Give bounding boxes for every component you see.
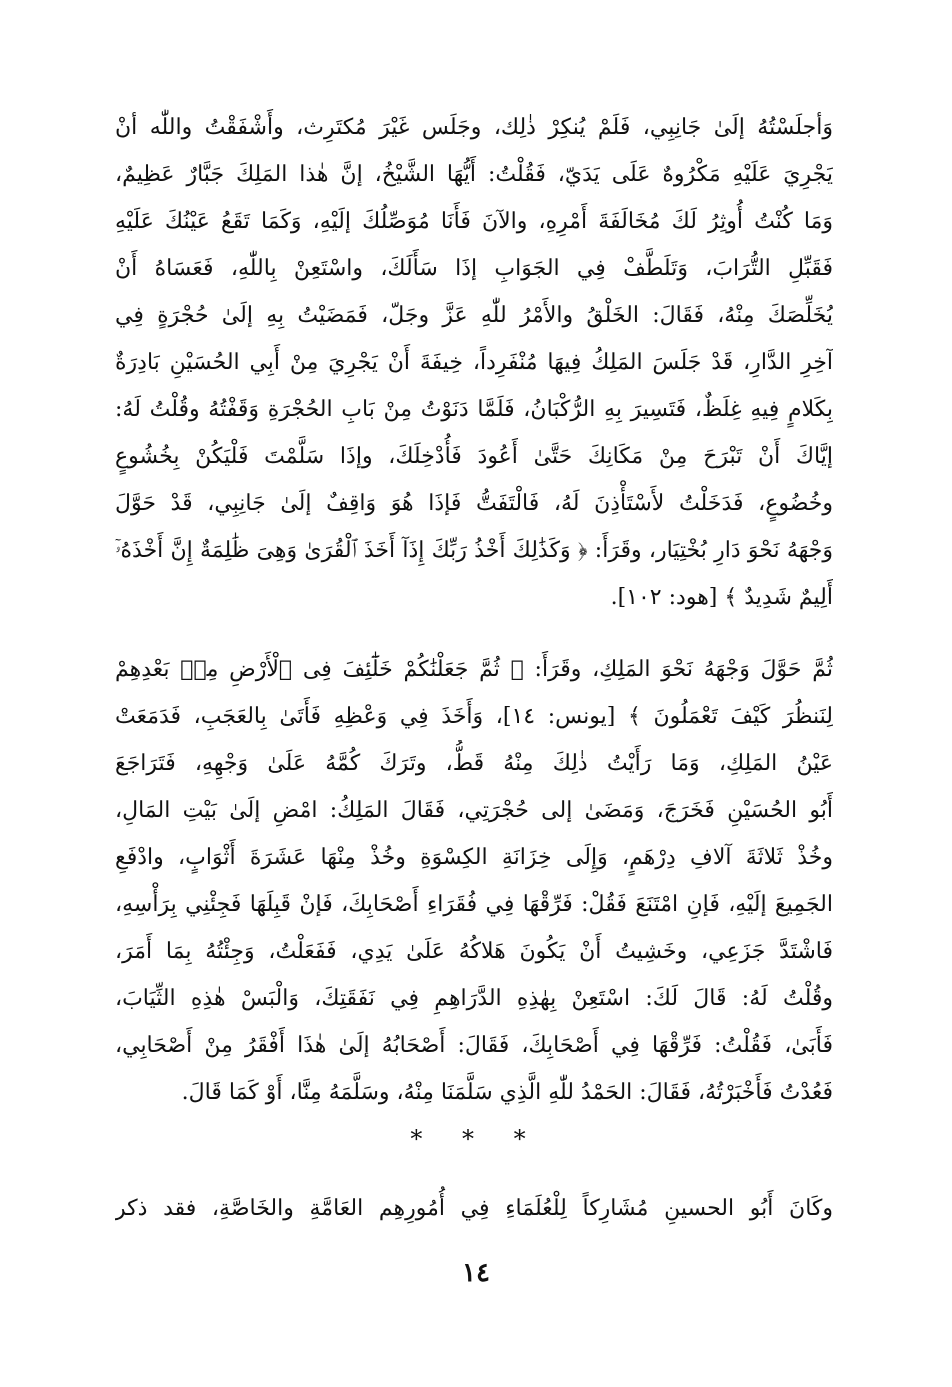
text-line: وقُلْتُ لَهُ: قَالَ لَكَ: اسْتَعِنْ بِهٰذِهِ الدَّرَاهِمِ فِي نَفَقَتِكَ، وَالْبَسْ هٰذِهِ الثِّيَابَ، [115,986,833,1011]
paragraph-1 [115,104,833,621]
text-line: ثُمَّ حَوَّلَ وَجْهَهُ نَحْوَ المَلِكِ، وقَرَأَ: ﴿ ثُمَّ جَعَلْنَٰكُمْ خَلَٰٓئِفَ فِى ٱلْأَرْضِ مِنۢ بَعْدِهِمْ [115,657,833,682]
text-line: آخِرِ الدَّارِ، قَدْ جَلَسَ المَلِكُ فِيهَا مُنْفَرِداً، خِيفَةَ أَنْ يَجْرِيَ مِنْ أَبِي الحُسَيْنِ بَادِرَةٌ [115,350,833,375]
text-line: إيَّاكَ أَنْ تَبْرَحَ مِنْ مَكَانِكَ حَتَّىٰ أَعُودَ فَأُدْخِلَكَ، وإذَا سَلَّمْتَ فَلْيَكُنْ بِخُشُوعٍ [115,444,833,469]
text-line: وخُضُوعٍ، فَدَخَلْتُ لأَسْتَأْذِنَ لَهُ، فَالْتَفَتُّ فَإذَا هُوَ وَاقِفٌ إلَىٰ جَانِبِي، قَدْ حَوَّلَ [115,491,833,516]
text-line: فَعُدْتُ فَأَخْبَرْتُهُ، فَقَالَ: الحَمْدُ للّٰهِ الَّذِي سَلَّمَنَا مِنْهُ، وسَلَّمَهُ مِنَّا، أَوْ كَمَا قَالَ. [181,1080,833,1105]
section-separator: * * * [410,1125,542,1153]
paragraph-2 [115,646,833,1116]
text-line: وَجْهَهُ نَحْوَ دَارِ بُخْتِيَار، وقَرَأَ: ﴿ وَكَذَٰلِكَ أَخْذُ رَبِّكَ إِذَآ أَخَذَ ٱلْقُرَىٰ وَهِىَ ظَٰلِمَةٌ إِنَّ أَخْذَهُۥٓ [115,538,833,563]
text-line: وخُذْ ثَلاثَةَ آلافِ دِرْهَمٍ، وَإِلَى خِزَانَةِ الكِسْوَةِ وخُذْ مِنْهَا عَشَرَةَ أَثْوَابٍ، وادْفَعِ [115,845,833,870]
text-line: فَأَبَىٰ، فَقُلْتُ: فَرِّقْهَا فِي أَصْحَابِكَ، فَقَالَ: أَصْحَابُهُ إلَىٰ هٰذَا أَفْقَرُ مِنْ أَصْحَابِي، [115,1033,833,1058]
text-line: عَيْنُ المَلِكِ، وَمَا رَأَيْتُ ذٰلِكَ مِنْهُ قَطُّ، وتَرَكَ كُمَّهُ عَلَىٰ وَجْهِهِ، فَتَرَاجَعَ [115,751,833,776]
text-line: يَجْرِيَ عَلَيْهِ مَكْرُوهٌ عَلَى يَدَيّ، فَقُلْتُ: أَيُّهَا الشَّيْخُ، إنَّ هٰذا المَلِكَ جَبَّارٌ عَظِيمٌ، [115,162,833,187]
page-number: ١٤ [462,1258,490,1288]
text-line: لِنَنظُرَ كَيْفَ تَعْمَلُونَ ﴾ [يونس: ١٤]، وَأَخَذَ فِي وَعْظِهِ فَأَتَىٰ بِالعَجَبِ، فَدَمَعَتْ [115,704,833,729]
paragraph-3 [115,1185,833,1232]
text-line: وَأجلَسْتُهُ إلَىٰ جَانِبِي، فَلَمْ يُنكِرْ ذٰلِك، وجَلَس غَيْرَ مُكتَرِث، وأَشْفَقْتُ واللّٰه أنْ [115,115,833,140]
text-line: فَاشْتَدَّ جَزَعِي، وخَشِيتُ أَنْ يَكُونَ هَلاكُهُ عَلَىٰ يَدِي، فَفَعَلْتُ، وَجِئْتُهُ بِمَا أَمَرَ، [115,939,833,964]
text-line: أَلِيمٌ شَدِيدٌ ﴾ [هود: ١٠٢]. [610,585,833,610]
text-line: الجَمِيعَ إلَيْهِ، فَإنِ امْتَنَعَ فَقُلْ: فَرِّقْهَا فِي فُقَرَاءِ أَصْحَابِكَ، فَإنْ قَبِلَهَا فَجِئْنِي بِرَأْسِهِ، [115,892,833,917]
text-line: وكَانَ أَبُو الحسينِ مُشَارِكاً لِلْعُلَمَاءِ فِي أُمُورِهِم العَامَّةِ والخَاصَّةِ، فقد ذكر [115,1196,833,1221]
text-line: يُخَلِّصَكَ مِنْهُ، فَقَالَ: الخَلْقُ والأَمْرُ للّٰهِ عَزَّ وجَلّ، فَمَضَيْتُ بِهِ إلَىٰ حُجْرَةٍ فِي [115,303,833,328]
text-line: أَبُو الحُسَيْنِ فَخَرَجَ، وَمَضَىٰ إلى حُجْرَتِي، فَقَالَ المَلِكُ: امْضِ إلَىٰ بَيْتِ المَالِ، [115,798,833,823]
text-line: بِكَلامٍ فِيهِ غِلَظٌ، فَتَسِيرَ بِهِ الرُّكْبَانُ، فَلَمَّا دَنَوْتُ مِنْ بَابِ الحُجْرَةِ وَقَفْتُهُ وقُلْتُ لَهُ: [115,397,833,422]
text-line: وَمَا كُنْتُ أُوثِرُ لَكَ مُخَالَفَةَ أَمْرِهِ، والآنَ فَأَنَا مُوَصِّلُكَ إلَيْهِ، وَكَمَا تَقَعُ عَيْنُكَ عَلَيْهِ [115,209,833,234]
text-line: فَقَبِّلِ التُّرَابَ، وَتَلَطَّفْ فِي الجَوَابِ إذَا سَأَلَكَ، واسْتَعِنْ بِاللّٰهِ، فَعَسَاهُ أَنْ [115,256,833,281]
